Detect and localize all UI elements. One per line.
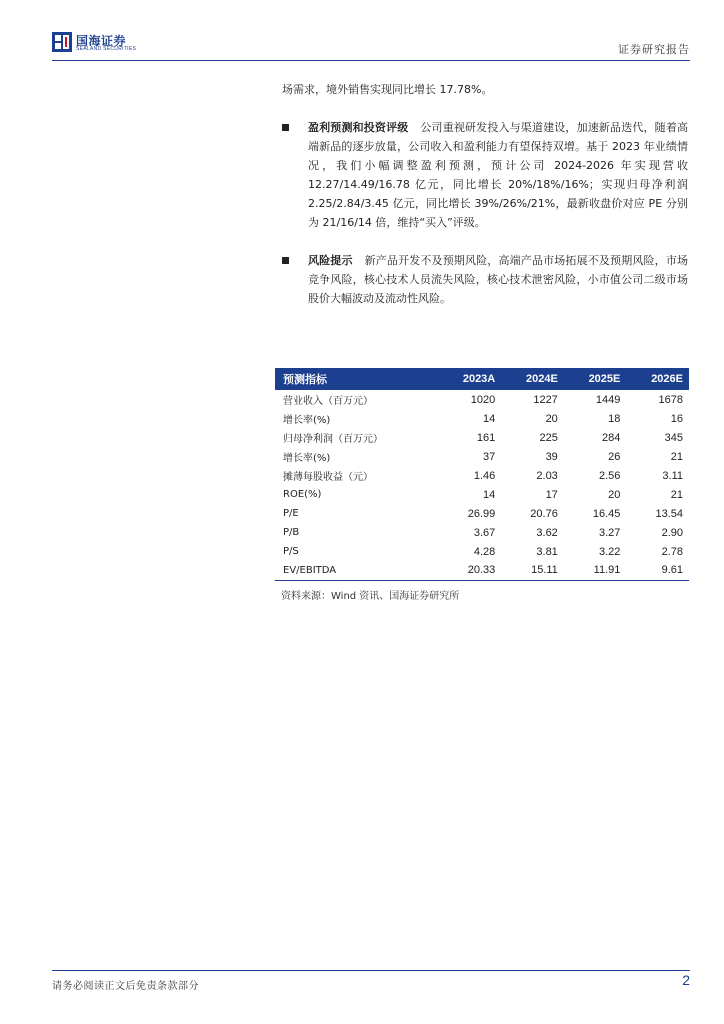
value-cell: 14 bbox=[483, 412, 496, 425]
company-logo bbox=[52, 32, 142, 56]
section-text: 新产品开发不及预期风险，高端产品市场拓展不及预期风险，市场竞争风险，核心技术人员流失风险，核心技术泄密风险，小市值公司二级市场股价大幅波动及流动性风险。 bbox=[308, 254, 688, 305]
footer-divider bbox=[52, 970, 690, 971]
value-cell: 18 bbox=[608, 412, 621, 425]
value-cell: 15.11 bbox=[501, 561, 564, 580]
table-row bbox=[275, 485, 689, 504]
table-row bbox=[275, 466, 689, 485]
row-label-cell: 归母净利润（百万元） bbox=[283, 434, 383, 445]
value-cell: 37 bbox=[483, 450, 496, 463]
value-cell: 161 bbox=[476, 431, 496, 444]
report-type-label: 证券研究报告 bbox=[618, 43, 690, 56]
value-cell: 17 bbox=[545, 488, 558, 501]
value-cell: 225 bbox=[539, 431, 558, 444]
bullet-square-icon bbox=[282, 257, 289, 264]
value-cell: 20.76 bbox=[530, 507, 558, 520]
value-cell: 13.54 bbox=[655, 507, 683, 520]
value-cell: 345 bbox=[664, 431, 683, 444]
row-label-cell: P/E bbox=[283, 508, 299, 519]
main-content bbox=[282, 80, 688, 308]
value-cell: 9.61 bbox=[626, 561, 689, 580]
forecast-table-container bbox=[275, 368, 689, 602]
row-label-cell: 摊薄每股收益（元） bbox=[283, 472, 373, 483]
value-cell: 11.91 bbox=[564, 561, 627, 580]
value-cell: 3.22 bbox=[598, 545, 621, 558]
value-cell: 1678 bbox=[658, 393, 683, 406]
value-cell: 2.56 bbox=[598, 469, 621, 482]
table-source-note: 资料来源：Wind 资讯、国海证券研究所 bbox=[281, 590, 460, 602]
column-header: 2026E bbox=[651, 373, 683, 385]
value-cell: 20.33 bbox=[438, 561, 501, 580]
value-cell: 16.45 bbox=[592, 507, 621, 520]
column-header: 2023A bbox=[462, 373, 496, 385]
row-label-cell: 增长率(%) bbox=[283, 415, 331, 426]
section-earnings-forecast bbox=[282, 118, 688, 232]
row-label-cell: P/B bbox=[283, 527, 300, 538]
table-row bbox=[275, 504, 689, 523]
table-row bbox=[275, 390, 689, 409]
page-number: 2 bbox=[682, 972, 690, 988]
section-title: 盈利预测和投资评级 bbox=[308, 121, 409, 134]
value-cell: 1020 bbox=[470, 393, 496, 406]
row-label-cell: 增长率(%) bbox=[283, 453, 331, 464]
value-cell: 2.90 bbox=[661, 526, 683, 539]
value-cell: 3.27 bbox=[598, 526, 621, 539]
row-label-cell: ROE(%) bbox=[283, 489, 322, 500]
section-title: 风险提示 bbox=[308, 254, 353, 267]
value-cell: 16 bbox=[670, 412, 683, 425]
logo-english-name: SEALAND SECURITIES bbox=[76, 46, 137, 52]
page-header bbox=[52, 30, 690, 62]
value-cell: 20 bbox=[608, 488, 621, 501]
sealand-logo-icon bbox=[52, 32, 72, 52]
value-cell: 21 bbox=[670, 488, 683, 501]
row-label-cell: 营业收入（百万元） bbox=[283, 396, 373, 407]
section-paragraph bbox=[308, 251, 688, 308]
bullet-square-icon bbox=[282, 124, 289, 131]
value-cell: 26 bbox=[608, 450, 621, 463]
table-row bbox=[275, 409, 689, 428]
row-label-cell: P/S bbox=[283, 546, 299, 557]
value-cell: 3.62 bbox=[536, 526, 558, 539]
footer-disclaimer: 请务必阅读正文后免责条款部分 bbox=[52, 981, 199, 992]
value-cell: 3.11 bbox=[662, 469, 683, 482]
table-body bbox=[275, 390, 689, 580]
column-header: 2025E bbox=[588, 373, 621, 385]
table-row bbox=[275, 542, 689, 561]
value-cell: 26.99 bbox=[467, 507, 496, 520]
value-cell: 1449 bbox=[595, 393, 621, 406]
value-cell: 284 bbox=[602, 431, 621, 444]
value-cell: 1.46 bbox=[473, 469, 496, 482]
value-cell: 4.28 bbox=[473, 545, 496, 558]
value-cell: 2.03 bbox=[536, 469, 558, 482]
table-row bbox=[275, 447, 689, 466]
logo-chinese-name: 国海证券 bbox=[76, 34, 127, 48]
continuation-paragraph: 场需求，境外销售实现同比增长 17.78%。 bbox=[282, 83, 493, 96]
value-cell: 2.78 bbox=[661, 545, 683, 558]
value-cell: 3.81 bbox=[536, 545, 558, 558]
section-paragraph bbox=[308, 118, 688, 232]
column-header: 预测指标 bbox=[283, 374, 327, 386]
value-cell: 39 bbox=[545, 450, 558, 463]
column-header: 2024E bbox=[526, 373, 558, 385]
value-cell: 3.67 bbox=[473, 526, 496, 539]
section-risk-warning bbox=[282, 251, 688, 308]
value-cell: 14 bbox=[483, 488, 496, 501]
header-divider bbox=[52, 60, 690, 61]
table-row bbox=[275, 428, 689, 447]
table-row bbox=[275, 523, 689, 542]
value-cell: 20 bbox=[545, 412, 558, 425]
table-row bbox=[275, 561, 689, 580]
value-cell: 1227 bbox=[533, 393, 558, 406]
section-text: 公司重视研发投入与渠道建设，加速新品迭代，随着高端新品的逐步放量，公司收入和盈利能力有望保持双增。基于 2023 年业绩情况，我们小幅调整盈利预测，预计公司 2024-2026 年实现营收 12.27/14.49/16.78 亿元，同比增长 20%/18%/16%；实现归母净利润 2.25/2.84/3.45 亿元，同比增长 39%/26%/21%，最新收盘价对应 PE 分别为 21/16/14 倍，维持“买入”评级。 bbox=[308, 121, 688, 229]
table-header-row bbox=[275, 368, 689, 390]
forecast-table bbox=[275, 368, 689, 581]
row-label-cell: EV/EBITDA bbox=[275, 561, 438, 580]
value-cell: 21 bbox=[670, 450, 683, 463]
